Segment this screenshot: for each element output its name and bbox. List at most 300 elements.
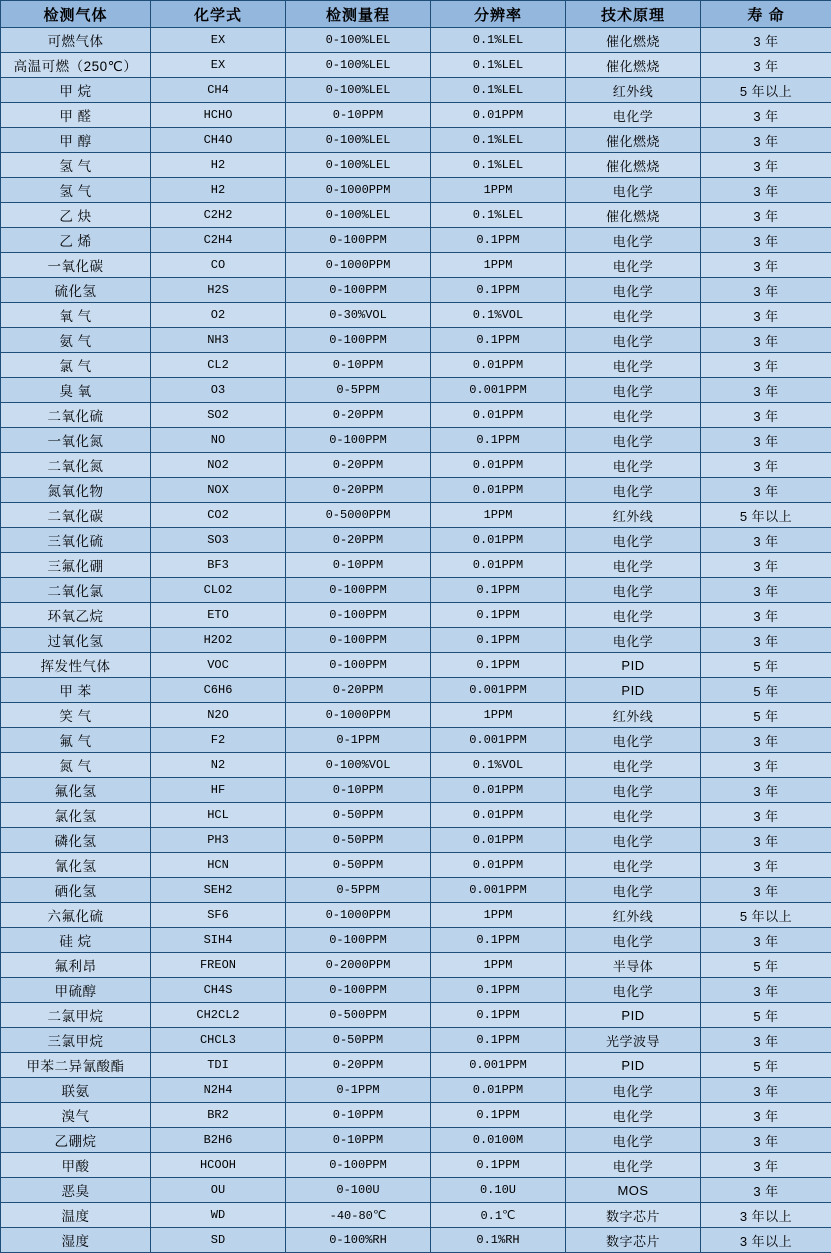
cell-name: 一氧化氮 [1, 428, 151, 453]
cell-formula: SF6 [151, 903, 286, 928]
cell-principle: 催化燃烧 [566, 203, 701, 228]
cell-resolution: 0.1PPM [431, 1028, 566, 1053]
cell-life: 3 年 [701, 628, 831, 653]
cell-resolution: 0.1%LEL [431, 203, 566, 228]
cell-range: 0-20PPM [286, 403, 431, 428]
cell-life: 3 年 [701, 1028, 831, 1053]
cell-life: 3 年 [701, 128, 831, 153]
cell-life: 3 年 [701, 803, 831, 828]
cell-principle: 电化学 [566, 178, 701, 203]
cell-range: 0-100PPM [286, 603, 431, 628]
cell-formula: H2O2 [151, 628, 286, 653]
cell-resolution: 0.01PPM [431, 803, 566, 828]
cell-formula: SD [151, 1228, 286, 1253]
cell-resolution: 0.1%LEL [431, 53, 566, 78]
cell-range: 0-50PPM [286, 853, 431, 878]
cell-resolution: 0.01PPM [431, 778, 566, 803]
table-row [1, 1078, 831, 1103]
table-row [1, 903, 831, 928]
cell-resolution: 0.1PPM [431, 603, 566, 628]
table-row [1, 653, 831, 678]
cell-name: 氟 气 [1, 728, 151, 753]
cell-range: 0-20PPM [286, 1053, 431, 1078]
cell-life: 3 年 [701, 278, 831, 303]
cell-name: 二氧化氯 [1, 578, 151, 603]
cell-principle: 数字芯片 [566, 1203, 701, 1228]
cell-formula: SIH4 [151, 928, 286, 953]
cell-resolution: 1PPM [431, 503, 566, 528]
cell-principle: 电化学 [566, 728, 701, 753]
cell-principle: 电化学 [566, 428, 701, 453]
cell-principle: PID [566, 678, 701, 703]
cell-formula: N2 [151, 753, 286, 778]
cell-name: 氮 气 [1, 753, 151, 778]
cell-name: 恶臭 [1, 1178, 151, 1203]
column-header-name: 检测气体 [1, 1, 151, 28]
cell-principle: 电化学 [566, 453, 701, 478]
cell-range: 0-10PPM [286, 778, 431, 803]
cell-principle: 电化学 [566, 303, 701, 328]
cell-life: 3 年以上 [701, 1228, 831, 1253]
cell-life: 3 年 [701, 878, 831, 903]
cell-formula: CH4S [151, 978, 286, 1003]
cell-life: 5 年以上 [701, 78, 831, 103]
cell-name: 温度 [1, 1203, 151, 1228]
cell-resolution: 0.1PPM [431, 1103, 566, 1128]
cell-principle: 催化燃烧 [566, 53, 701, 78]
cell-range: 0-100%RH [286, 1228, 431, 1253]
cell-resolution: 0.01PPM [431, 453, 566, 478]
cell-range: 0-100%LEL [286, 203, 431, 228]
cell-range: 0-1PPM [286, 728, 431, 753]
table-row [1, 103, 831, 128]
cell-life: 3 年 [701, 578, 831, 603]
cell-resolution: 0.001PPM [431, 728, 566, 753]
cell-formula: CHCL3 [151, 1028, 286, 1053]
cell-range: 0-1000PPM [286, 703, 431, 728]
cell-life: 3 年 [701, 428, 831, 453]
cell-life: 3 年 [701, 378, 831, 403]
cell-name: 甲 醛 [1, 103, 151, 128]
cell-range: 0-100%LEL [286, 153, 431, 178]
cell-formula: TDI [151, 1053, 286, 1078]
cell-formula: H2S [151, 278, 286, 303]
cell-range: 0-50PPM [286, 1028, 431, 1053]
cell-formula: VOC [151, 653, 286, 678]
cell-range: 0-2000PPM [286, 953, 431, 978]
cell-principle: PID [566, 1003, 701, 1028]
cell-resolution: 0.1PPM [431, 328, 566, 353]
column-header-range: 检测量程 [286, 1, 431, 28]
cell-range: 0-20PPM [286, 678, 431, 703]
cell-life: 3 年 [701, 1078, 831, 1103]
cell-resolution: 0.01PPM [431, 528, 566, 553]
cell-formula: HF [151, 778, 286, 803]
cell-principle: 光学波导 [566, 1028, 701, 1053]
table-row [1, 578, 831, 603]
cell-range: 0-5PPM [286, 378, 431, 403]
cell-formula: C6H6 [151, 678, 286, 703]
table-row [1, 353, 831, 378]
cell-formula: NO2 [151, 453, 286, 478]
cell-name: 二氧化碳 [1, 503, 151, 528]
cell-formula: N2H4 [151, 1078, 286, 1103]
cell-principle: 电化学 [566, 628, 701, 653]
table-row [1, 778, 831, 803]
cell-life: 3 年 [701, 478, 831, 503]
cell-resolution: 0.01PPM [431, 853, 566, 878]
table-row [1, 503, 831, 528]
cell-principle: 红外线 [566, 903, 701, 928]
cell-range: 0-20PPM [286, 478, 431, 503]
cell-formula: CO2 [151, 503, 286, 528]
table-row [1, 53, 831, 78]
cell-formula: EX [151, 53, 286, 78]
cell-principle: 电化学 [566, 103, 701, 128]
cell-life: 3 年 [701, 1103, 831, 1128]
cell-formula: NOX [151, 478, 286, 503]
cell-name: 甲 苯 [1, 678, 151, 703]
cell-name: 氧 气 [1, 303, 151, 328]
cell-range: 0-10PPM [286, 353, 431, 378]
cell-resolution: 0.001PPM [431, 1053, 566, 1078]
cell-formula: CH4 [151, 78, 286, 103]
cell-name: 氢 气 [1, 153, 151, 178]
cell-resolution: 1PPM [431, 903, 566, 928]
cell-formula: EX [151, 28, 286, 53]
cell-formula: O2 [151, 303, 286, 328]
cell-resolution: 0.1PPM [431, 928, 566, 953]
table-header [1, 1, 831, 28]
cell-range: 0-500PPM [286, 1003, 431, 1028]
cell-resolution: 0.01PPM [431, 403, 566, 428]
cell-resolution: 0.001PPM [431, 678, 566, 703]
table-row [1, 328, 831, 353]
cell-range: 0-100%LEL [286, 28, 431, 53]
cell-formula: H2 [151, 178, 286, 203]
cell-range: 0-5000PPM [286, 503, 431, 528]
cell-resolution: 0.1%LEL [431, 128, 566, 153]
cell-principle: 催化燃烧 [566, 28, 701, 53]
cell-name: 二氯甲烷 [1, 1003, 151, 1028]
cell-life: 3 年 [701, 328, 831, 353]
cell-life: 5 年 [701, 653, 831, 678]
cell-resolution: 0.10U [431, 1178, 566, 1203]
cell-resolution: 0.1%LEL [431, 153, 566, 178]
cell-range: 0-30%VOL [286, 303, 431, 328]
cell-formula: SO2 [151, 403, 286, 428]
table-header-row [1, 1, 831, 28]
cell-life: 3 年 [701, 1178, 831, 1203]
cell-name: 六氟化硫 [1, 903, 151, 928]
cell-formula: OU [151, 1178, 286, 1203]
table-row [1, 953, 831, 978]
cell-principle: 电化学 [566, 1103, 701, 1128]
cell-principle: 电化学 [566, 253, 701, 278]
table-row [1, 1153, 831, 1178]
table-row [1, 803, 831, 828]
cell-formula: N2O [151, 703, 286, 728]
cell-range: 0-100%LEL [286, 128, 431, 153]
column-header-life: 寿 命 [701, 1, 831, 28]
cell-range: 0-100PPM [286, 1153, 431, 1178]
cell-life: 3 年 [701, 728, 831, 753]
cell-life: 3 年 [701, 753, 831, 778]
cell-formula: PH3 [151, 828, 286, 853]
cell-name: 过氧化氢 [1, 628, 151, 653]
cell-range: 0-100%VOL [286, 753, 431, 778]
table-row [1, 828, 831, 853]
cell-range: 0-100PPM [286, 428, 431, 453]
cell-formula: O3 [151, 378, 286, 403]
cell-range: 0-50PPM [286, 803, 431, 828]
table-row [1, 528, 831, 553]
table-row [1, 753, 831, 778]
cell-resolution: 0.1PPM [431, 278, 566, 303]
table-row [1, 1178, 831, 1203]
cell-resolution: 0.01PPM [431, 353, 566, 378]
cell-range: 0-100U [286, 1178, 431, 1203]
cell-range: 0-10PPM [286, 103, 431, 128]
cell-resolution: 0.1PPM [431, 628, 566, 653]
cell-principle: 电化学 [566, 803, 701, 828]
cell-principle: 电化学 [566, 278, 701, 303]
cell-name: 氨 气 [1, 328, 151, 353]
cell-name: 二氧化氮 [1, 453, 151, 478]
cell-name: 臭 氧 [1, 378, 151, 403]
table-row [1, 978, 831, 1003]
table-row [1, 203, 831, 228]
cell-formula: HCN [151, 853, 286, 878]
table-row [1, 1103, 831, 1128]
cell-resolution: 0.1PPM [431, 578, 566, 603]
cell-principle: 电化学 [566, 878, 701, 903]
cell-life: 3 年 [701, 828, 831, 853]
cell-formula: CO [151, 253, 286, 278]
cell-name: 三氯甲烷 [1, 1028, 151, 1053]
cell-life: 3 年 [701, 553, 831, 578]
cell-formula: NO [151, 428, 286, 453]
cell-life: 3 年 [701, 253, 831, 278]
cell-resolution: 0.1%RH [431, 1228, 566, 1253]
table-row [1, 478, 831, 503]
cell-name: 硒化氢 [1, 878, 151, 903]
cell-formula: WD [151, 1203, 286, 1228]
cell-life: 3 年 [701, 178, 831, 203]
cell-life: 5 年 [701, 678, 831, 703]
cell-name: 硫化氢 [1, 278, 151, 303]
cell-name: 甲苯二异氰酸酯 [1, 1053, 151, 1078]
cell-resolution: 0.01PPM [431, 553, 566, 578]
cell-range: 0-10PPM [286, 1128, 431, 1153]
cell-life: 3 年 [701, 153, 831, 178]
cell-resolution: 0.1℃ [431, 1203, 566, 1228]
cell-formula: CH2CL2 [151, 1003, 286, 1028]
cell-resolution: 0.1PPM [431, 1153, 566, 1178]
cell-range: 0-100PPM [286, 653, 431, 678]
cell-life: 5 年 [701, 1053, 831, 1078]
cell-formula: ETO [151, 603, 286, 628]
cell-principle: 红外线 [566, 703, 701, 728]
column-header-principle: 技术原理 [566, 1, 701, 28]
table-row [1, 728, 831, 753]
cell-principle: PID [566, 653, 701, 678]
cell-principle: 电化学 [566, 1153, 701, 1178]
cell-formula: SEH2 [151, 878, 286, 903]
cell-name: 甲 烷 [1, 78, 151, 103]
cell-resolution: 1PPM [431, 253, 566, 278]
cell-formula: C2H4 [151, 228, 286, 253]
cell-life: 3 年 [701, 403, 831, 428]
cell-name: 一氧化碳 [1, 253, 151, 278]
cell-range: 0-100PPM [286, 278, 431, 303]
cell-resolution: 1PPM [431, 178, 566, 203]
cell-principle: 电化学 [566, 353, 701, 378]
cell-range: 0-100PPM [286, 228, 431, 253]
cell-principle: 电化学 [566, 478, 701, 503]
cell-formula: B2H6 [151, 1128, 286, 1153]
cell-life: 3 年 [701, 603, 831, 628]
table-row [1, 603, 831, 628]
cell-formula: HCOOH [151, 1153, 286, 1178]
cell-life: 3 年 [701, 1153, 831, 1178]
table-row [1, 1028, 831, 1053]
cell-range: 0-1000PPM [286, 903, 431, 928]
table-row [1, 378, 831, 403]
cell-principle: 电化学 [566, 778, 701, 803]
cell-principle: 电化学 [566, 853, 701, 878]
cell-range: 0-100PPM [286, 628, 431, 653]
cell-life: 3 年 [701, 353, 831, 378]
cell-name: 三氧化硫 [1, 528, 151, 553]
cell-name: 三氟化硼 [1, 553, 151, 578]
cell-life: 5 年以上 [701, 903, 831, 928]
cell-range: 0-1PPM [286, 1078, 431, 1103]
column-header-resolution: 分辨率 [431, 1, 566, 28]
table-row [1, 228, 831, 253]
cell-name: 乙硼烷 [1, 1128, 151, 1153]
cell-formula: CL2 [151, 353, 286, 378]
table-row [1, 878, 831, 903]
table-row [1, 253, 831, 278]
cell-name: 湿度 [1, 1228, 151, 1253]
cell-life: 3 年 [701, 853, 831, 878]
cell-life: 3 年 [701, 53, 831, 78]
cell-principle: 数字芯片 [566, 1228, 701, 1253]
cell-life: 3 年 [701, 928, 831, 953]
cell-name: 氰化氢 [1, 853, 151, 878]
cell-name: 高温可燃（250℃） [1, 53, 151, 78]
cell-name: 二氧化硫 [1, 403, 151, 428]
cell-life: 3 年 [701, 103, 831, 128]
cell-range: 0-100PPM [286, 978, 431, 1003]
cell-range: 0-1000PPM [286, 253, 431, 278]
table-body [1, 28, 831, 1253]
cell-resolution: 0.1%LEL [431, 78, 566, 103]
cell-name: 甲 醇 [1, 128, 151, 153]
cell-resolution: 0.1PPM [431, 428, 566, 453]
cell-range: 0-10PPM [286, 553, 431, 578]
cell-principle: 电化学 [566, 228, 701, 253]
cell-resolution: 0.1%LEL [431, 28, 566, 53]
cell-range: 0-20PPM [286, 453, 431, 478]
cell-principle: 电化学 [566, 378, 701, 403]
cell-name: 磷化氢 [1, 828, 151, 853]
cell-principle: 电化学 [566, 528, 701, 553]
cell-resolution: 0.1PPM [431, 228, 566, 253]
cell-resolution: 0.1%VOL [431, 303, 566, 328]
column-header-formula: 化学式 [151, 1, 286, 28]
cell-name: 氯 气 [1, 353, 151, 378]
cell-life: 3 年 [701, 1128, 831, 1153]
table-row [1, 678, 831, 703]
cell-name: 甲硫醇 [1, 978, 151, 1003]
cell-principle: 电化学 [566, 928, 701, 953]
cell-resolution: 1PPM [431, 703, 566, 728]
table-row [1, 928, 831, 953]
cell-name: 笑 气 [1, 703, 151, 728]
table-row [1, 1228, 831, 1253]
cell-resolution: 1PPM [431, 953, 566, 978]
cell-name: 可燃气体 [1, 28, 151, 53]
table-row [1, 303, 831, 328]
cell-range: 0-10PPM [286, 1103, 431, 1128]
cell-life: 3 年 [701, 303, 831, 328]
cell-life: 5 年 [701, 1003, 831, 1028]
cell-resolution: 0.01PPM [431, 103, 566, 128]
cell-formula: C2H2 [151, 203, 286, 228]
cell-life: 3 年 [701, 203, 831, 228]
cell-name: 硅 烷 [1, 928, 151, 953]
cell-life: 3 年 [701, 778, 831, 803]
table-row [1, 403, 831, 428]
table-row [1, 1203, 831, 1228]
table-row [1, 1003, 831, 1028]
cell-range: 0-20PPM [286, 528, 431, 553]
cell-principle: 电化学 [566, 1078, 701, 1103]
table-row [1, 628, 831, 653]
cell-range: 0-100PPM [286, 928, 431, 953]
cell-name: 环氧乙烷 [1, 603, 151, 628]
cell-name: 乙 炔 [1, 203, 151, 228]
table-row [1, 278, 831, 303]
table-row [1, 178, 831, 203]
cell-principle: 红外线 [566, 503, 701, 528]
cell-resolution: 0.0100M [431, 1128, 566, 1153]
table-row [1, 1128, 831, 1153]
cell-formula: H2 [151, 153, 286, 178]
cell-name: 氯化氢 [1, 803, 151, 828]
table-row [1, 128, 831, 153]
cell-range: 0-50PPM [286, 828, 431, 853]
cell-formula: F2 [151, 728, 286, 753]
table-row [1, 1053, 831, 1078]
table-row [1, 428, 831, 453]
cell-principle: 电化学 [566, 328, 701, 353]
cell-range: 0-100PPM [286, 578, 431, 603]
cell-principle: MOS [566, 1178, 701, 1203]
cell-resolution: 0.1PPM [431, 653, 566, 678]
cell-principle: 电化学 [566, 828, 701, 853]
cell-principle: 电化学 [566, 1128, 701, 1153]
cell-range: 0-5PPM [286, 878, 431, 903]
cell-resolution: 0.01PPM [431, 1078, 566, 1103]
cell-formula: CH4O [151, 128, 286, 153]
cell-range: -40-80℃ [286, 1203, 431, 1228]
cell-formula: HCHO [151, 103, 286, 128]
cell-principle: 电化学 [566, 553, 701, 578]
cell-principle: 红外线 [566, 78, 701, 103]
